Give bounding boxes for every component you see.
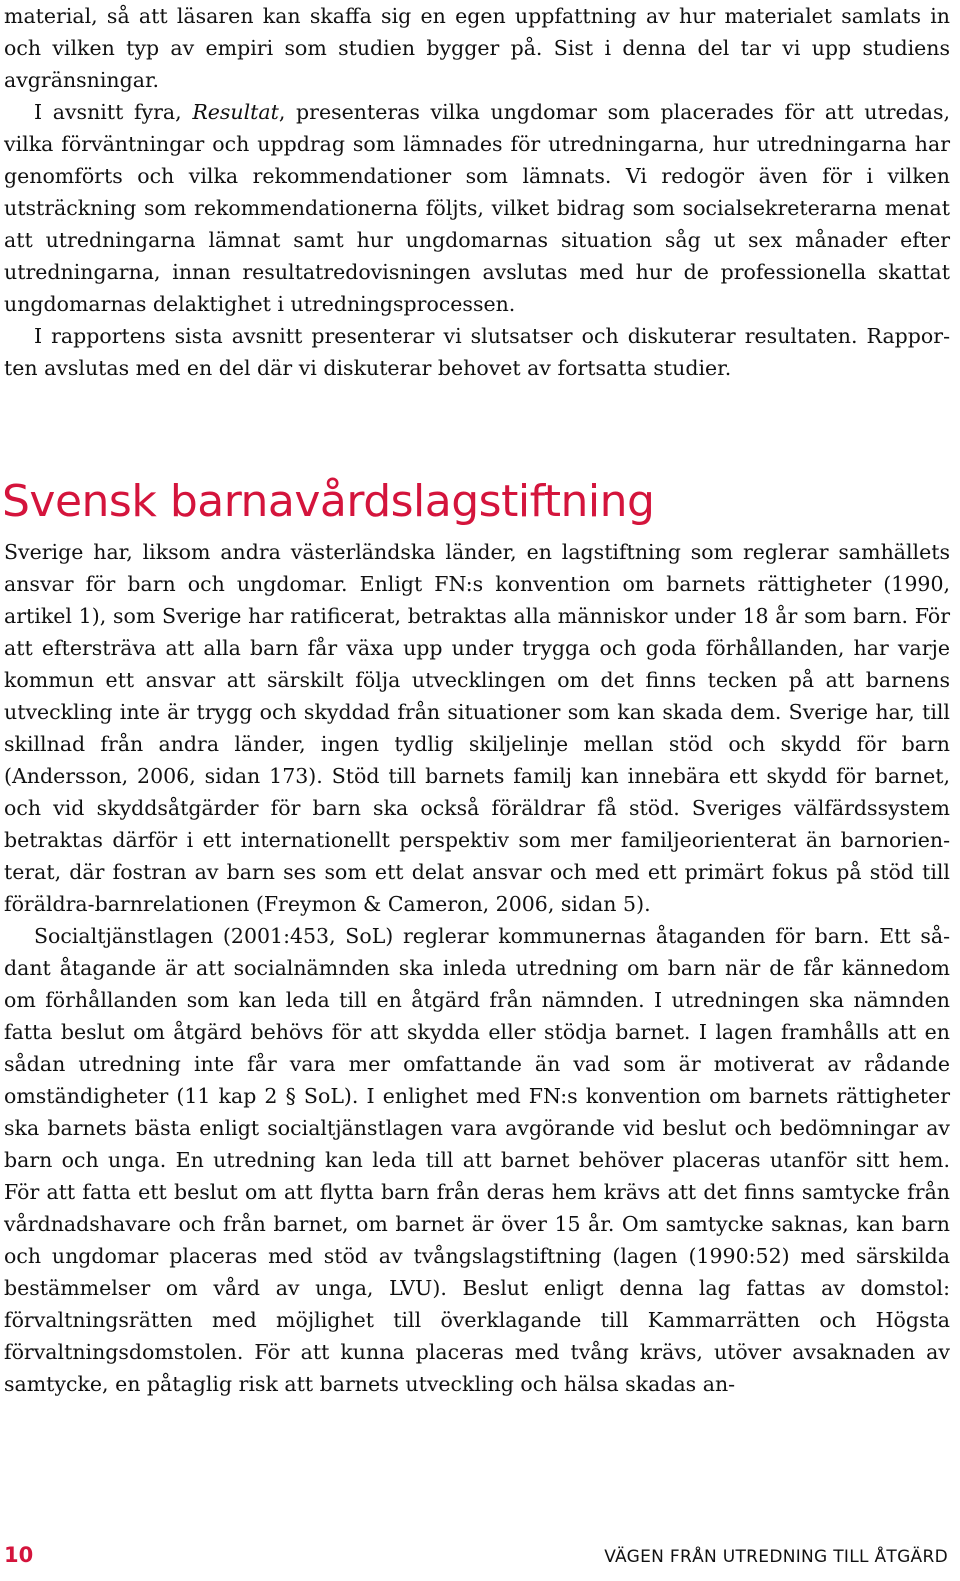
section-paragraph-1: Sverige har, liksom andra västerländska länder, en lagstiftning som reglerar samhällets ansvar för barn och ungdomar. Enligt FN:s konvention om barnets rättigheter (1990, artikel 1), som Sverige har ratificerat, betraktas alla människor under 18 år som barn. För att eftersträva att alla barn får växa upp under trygga och goda förhållanden, har varje kommun ett ansvar att särskilt följa utvecklingen om det finns tecken på att barnens utveckling inte är trygg och skyddad från situationer som kan skada dem. Sverige har, till skillnad från andra länder, ingen tydlig skiljelinje mellan stöd och skydd för barn (Andersson, 2006, sidan 173). Stöd till barnets familj kan innebära ett skydd för barnet, och vid skyddsåtgärder för barn ska också föräldrar få stöd. Sveriges välfärdssystem betraktas därför i ett internationellt perspektiv som mer familjeorienterat än barnorienterat, där fostran av barn ses som ett delat ansvar och med ett primärt fokus på stöd till föräldra-barnrelationen (Freymon & Cameron, 2006, sidan 5). [4, 540, 950, 916]
section-paragraph-2: Socialtjänstlagen (2001:453, SoL) reglerar kommunernas åtaganden för barn. Ett sådant åtagande är att socialnämnden ska inleda utredning om barn när de får kännedom om förhållanden som kan leda till en åtgärd från nämnden. I utredningen ska nämnden fatta beslut om åtgärd behövs för att skydda eller stödja barnet. I lagen framhålls att en sådan utredning inte får vara mer omfattande än vad som är motiverat av rådande omständigheter (11 kap 2 § SoL). I enlighet med FN:s konvention om barnets rättigheter ska barnets bästa enligt socialtjänstlagen vara avgörande vid beslut och bedömningar av barn och unga. En utredning kan leda till att barnet behöver placeras utanför sitt hem. För att fatta ett beslut om att flytta barn från deras hem krävs att det finns samtycke från vårdnadshavare och från barnet, om barnet är över 15 år. Om samtycke saknas, kan barn och ungdomar placeras med stöd av tvångslagstiftning (lagen (1990:52) med särskilda bestämmelser om vård av unga, LVU). Beslut enligt denna lag fattas av domstol: förvaltningsrätten med möjlighet till överklagande till Kammarrätten och Högsta förvaltningsdomstolen. För att kunna placeras med tvång krävs, utöver avsaknaden av samtycke, en påtaglig risk att barnets utveckling och hälsa skadas an- [4, 924, 950, 1396]
intro-paragraph-1: material, så att läsaren kan skaffa sig en egen uppfattning av hur materialet samlats in och vilken typ av empiri som studien bygger på. Sist i denna del tar vi upp studiens avgränsningar. [4, 4, 950, 92]
intro-paragraph-2-start: I avsnitt fyra, [34, 100, 193, 124]
intro-paragraph-3: I rapportens sista avsnitt presenterar vi slutsatser och diskuterar resultaten. Rapporten avslutas med en del där vi diskuterar behovet av fortsatta studier. [4, 324, 950, 380]
page-number: 10 [4, 1543, 34, 1567]
intro-paragraph-2 [4, 96, 950, 320]
resultat-emphasis: Resultat [192, 100, 279, 124]
intro-paragraph-2-rest: , presenteras vilka ungdomar som placerades för att utredas, vilka förväntningar och uppdrag som lämnades för utredningarna, hur utredningarna har genomförts och vilka rekommendationer som lämnats. Vi redogör även för i vilken utsträckning som rekommendationerna följts, vilket bidrag som socialsekreterarna menat att utredningarna lämnat samt hur ungdomarnas situation såg ut sex månader efter utredningarna, innan resultatredovisningen avslutas med hur de professionella skattat ungdomarnas delaktighet i utredningsprocessen. [4, 100, 950, 316]
section-heading: Svensk barnavårdslagstiftning [2, 476, 655, 527]
running-title: VÄGEN FRÅN UTREDNING TILL ÅTGÄRD [604, 1547, 948, 1567]
